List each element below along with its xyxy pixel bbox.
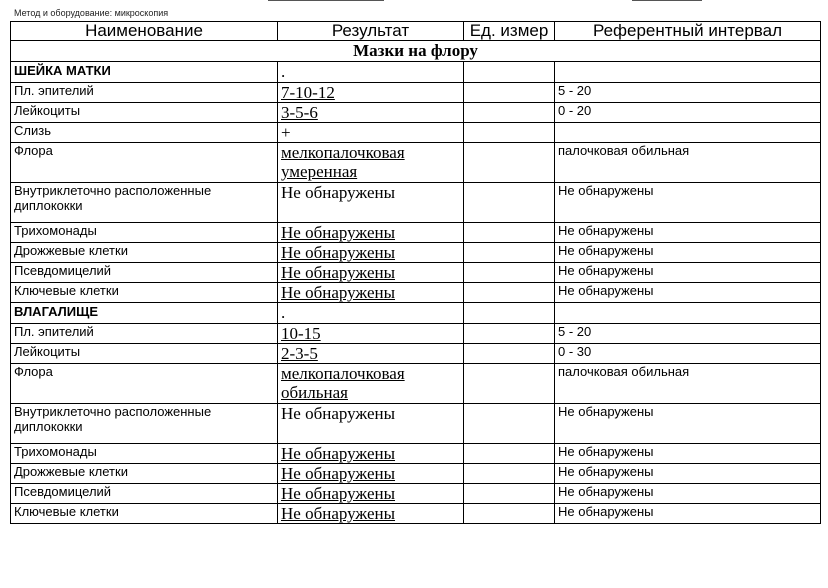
reference-cell: [555, 62, 821, 83]
table-row: [11, 464, 821, 484]
unit-cell: [464, 283, 555, 303]
top-divider-line: [268, 0, 384, 1]
table-row: [11, 243, 821, 263]
group-title-result: .: [278, 303, 464, 324]
result-value: 7-10-12: [278, 83, 464, 103]
table-header-row: [11, 22, 821, 41]
result-value: Не обнаружены: [278, 464, 464, 484]
result-value: 10-15: [278, 324, 464, 344]
unit-cell: [464, 504, 555, 524]
unit-cell: [464, 143, 555, 183]
unit-cell: [464, 344, 555, 364]
group-title: ВЛАГАЛИЩЕ: [11, 303, 278, 324]
reference-value: Не обнаружены: [555, 263, 821, 283]
result-value: +: [278, 123, 464, 143]
reference-value: палочковая обильная: [555, 364, 821, 404]
reference-value: Не обнаружены: [555, 243, 821, 263]
param-name: Дрожжевые клетки: [11, 243, 278, 263]
result-value: мелкопалочковая обильная: [278, 364, 464, 404]
table-row: [11, 484, 821, 504]
unit-cell: [464, 223, 555, 243]
header-name: Наименование: [11, 22, 278, 41]
result-value: Не обнаружены: [278, 444, 464, 464]
unit-cell: [464, 444, 555, 464]
reference-value: 0 - 30: [555, 344, 821, 364]
table-row: [11, 444, 821, 464]
reference-value: Не обнаружены: [555, 404, 821, 444]
param-name: Внутриклеточно расположенные диплококки: [11, 183, 278, 223]
header-result: Результат: [278, 22, 464, 41]
group-header-row: [11, 62, 821, 83]
result-value: Не обнаружены: [278, 484, 464, 504]
reference-value: Не обнаружены: [555, 464, 821, 484]
table-row: [11, 283, 821, 303]
result-value: 2-3-5: [278, 344, 464, 364]
table-row: [11, 223, 821, 243]
param-name: Флора: [11, 143, 278, 183]
table-row: [11, 404, 821, 444]
table-row: [11, 344, 821, 364]
unit-cell: [464, 103, 555, 123]
unit-cell: [464, 183, 555, 223]
param-name: Внутриклеточно расположенные диплококки: [11, 404, 278, 444]
unit-cell: [464, 83, 555, 103]
top-divider-line: [632, 0, 702, 1]
reference-cell: [555, 303, 821, 324]
param-name: Псевдомицелий: [11, 484, 278, 504]
table-row: [11, 324, 821, 344]
param-name: Ключевые клетки: [11, 283, 278, 303]
result-value: Не обнаружены: [278, 504, 464, 524]
result-value: 3-5-6: [278, 103, 464, 123]
result-value: Не обнаружены: [278, 263, 464, 283]
unit-cell: [464, 62, 555, 83]
result-value: Не обнаружены: [278, 283, 464, 303]
table-row: [11, 364, 821, 404]
reference-value: палочковая обильная: [555, 143, 821, 183]
unit-cell: [464, 364, 555, 404]
table-row: [11, 263, 821, 283]
param-name: Лейкоциты: [11, 344, 278, 364]
table-row: [11, 103, 821, 123]
result-value: Не обнаружены: [278, 183, 464, 223]
unit-cell: [464, 123, 555, 143]
unit-cell: [464, 303, 555, 324]
param-name: Слизь: [11, 123, 278, 143]
unit-cell: [464, 243, 555, 263]
table-row: [11, 123, 821, 143]
reference-value: 5 - 20: [555, 83, 821, 103]
reference-value: Не обнаружены: [555, 283, 821, 303]
reference-value: 5 - 20: [555, 324, 821, 344]
table-row: [11, 143, 821, 183]
section-row: [11, 41, 821, 62]
results-table: [10, 21, 821, 524]
unit-cell: [464, 404, 555, 444]
group-title-result: .: [278, 62, 464, 83]
result-value: Не обнаружены: [278, 223, 464, 243]
param-name: Трихомонады: [11, 223, 278, 243]
method-label: Метод и оборудование: микроскопия: [14, 8, 169, 18]
reference-value: 0 - 20: [555, 103, 821, 123]
result-value: Не обнаружены: [278, 243, 464, 263]
table-row: [11, 83, 821, 103]
param-name: Дрожжевые клетки: [11, 464, 278, 484]
unit-cell: [464, 324, 555, 344]
table-row: [11, 183, 821, 223]
unit-cell: [464, 464, 555, 484]
section-title: Мазки на флору: [11, 41, 821, 62]
param-name: Флора: [11, 364, 278, 404]
param-name: Пл. эпителий: [11, 324, 278, 344]
param-name: Трихомонады: [11, 444, 278, 464]
unit-cell: [464, 484, 555, 504]
reference-value: Не обнаружены: [555, 504, 821, 524]
reference-value: Не обнаружены: [555, 484, 821, 504]
reference-value: Не обнаружены: [555, 444, 821, 464]
param-name: Пл. эпителий: [11, 83, 278, 103]
unit-cell: [464, 263, 555, 283]
reference-value: Не обнаружены: [555, 223, 821, 243]
reference-value: Не обнаружены: [555, 183, 821, 223]
table-row: [11, 504, 821, 524]
result-value: Не обнаружены: [278, 404, 464, 444]
group-header-row: [11, 303, 821, 324]
header-reference: Референтный интервал: [555, 22, 821, 41]
param-name: Лейкоциты: [11, 103, 278, 123]
param-name: Псевдомицелий: [11, 263, 278, 283]
param-name: Ключевые клетки: [11, 504, 278, 524]
result-value: мелкопалочковая умеренная: [278, 143, 464, 183]
header-unit: Ед. измер: [464, 22, 555, 41]
group-title: ШЕЙКА МАТКИ: [11, 62, 278, 83]
reference-value: [555, 123, 821, 143]
